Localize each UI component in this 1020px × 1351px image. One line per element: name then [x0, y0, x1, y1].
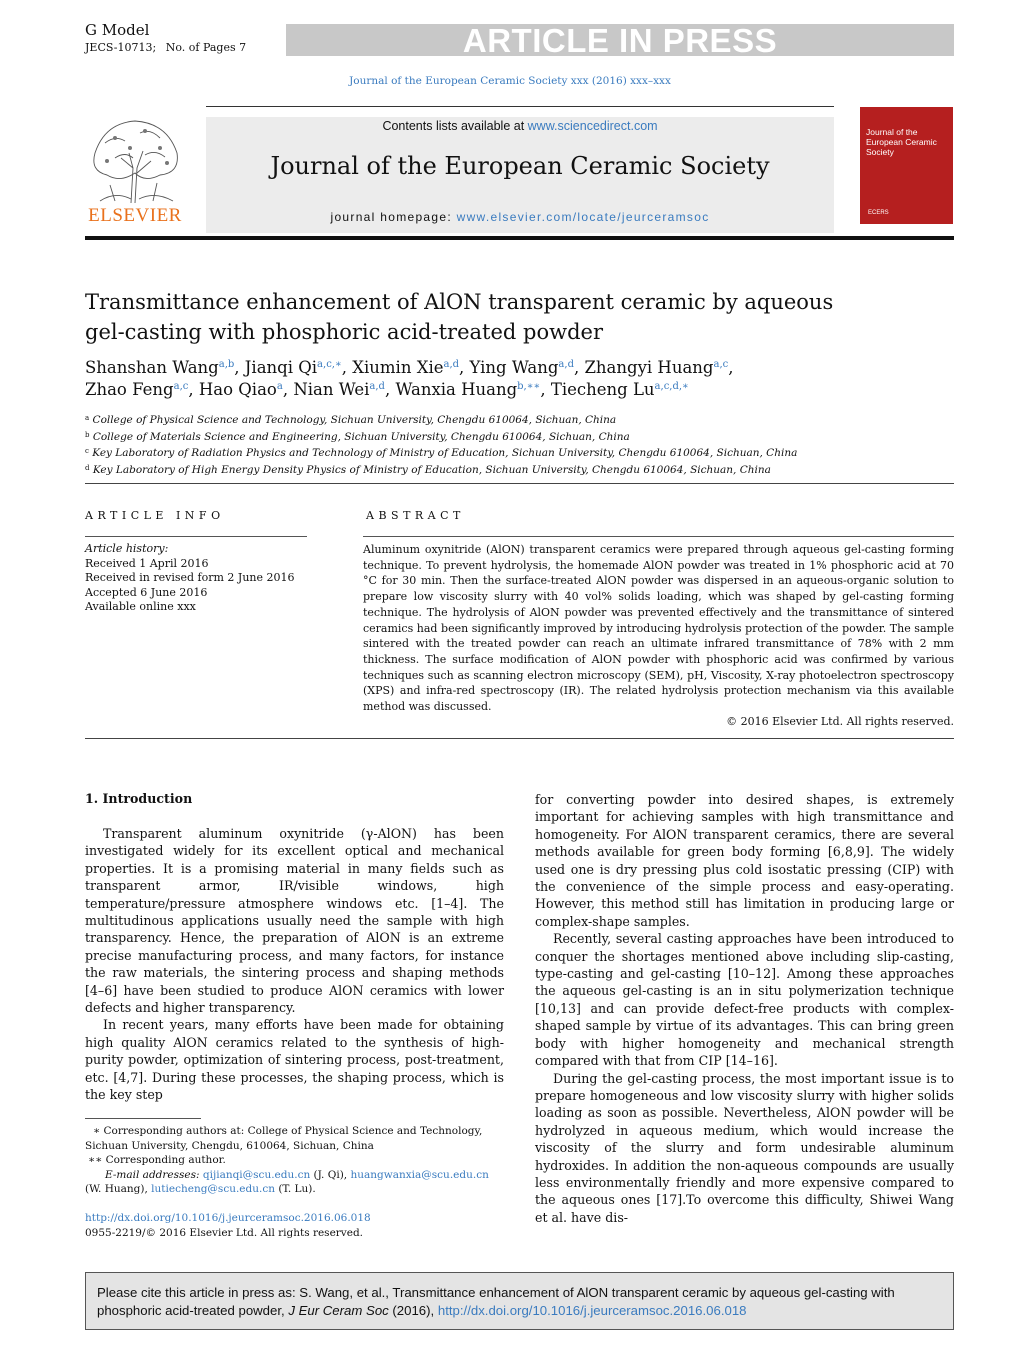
body-paragraph: Recently, several casting approaches have been introduced to conquer the shortages mentioned above including slip-casting, type-casting and gel-casting [10–12]. Among these approaches the aqueous gel-casting is an in situ polymerization technique [10,13] and can provide defect-free products with complex-shaped sample by virtue of its advantages. This can bring green body with higher homogeneity and mechanical strength compared with that from CIP [14–16]. — [535, 931, 954, 1069]
author-name[interactable]: Zhangyi Huang — [584, 358, 714, 377]
author-name[interactable]: Tiecheng Lu — [550, 380, 655, 399]
history-label: Article history: — [85, 542, 169, 555]
cite-year: (2016), — [388, 1303, 438, 1318]
author-affil-sup[interactable]: a,b — [218, 359, 235, 370]
affiliation-item: $^c$ Key Laboratory of Radiation Physics and Technology of Ministry of Education, Sichuan University, Chengdu 610064, Sichuan, China — [85, 447, 798, 459]
author-name[interactable]: Xiumin Xie — [352, 358, 444, 377]
affiliation-item: $^d$ Key Laboratory of High Energy Density Physics of Ministry of Education, Sichuan University, Chengdu 610064, Sichuan, China — [85, 463, 771, 476]
author-name[interactable]: Wanxia Huang — [395, 380, 518, 399]
affiliation-list — [85, 411, 955, 477]
section-rule — [85, 483, 954, 484]
manuscript-id — [85, 41, 246, 54]
cite-journal: J Eur Ceram Soc — [288, 1303, 389, 1318]
abstract-copyright: © 2016 Elsevier Ltd. All rights reserved. — [726, 715, 954, 728]
cite-text: Please cite this article in press as: S. Wang, et al., Transmittance enhancement of AlON transparent ceramic by aqueous gel-casting with phosphoric acid-treated powder, — [97, 1285, 895, 1318]
author-sep: , — [728, 358, 734, 377]
author-name[interactable]: Jianqi Qi — [244, 358, 318, 377]
footnote-emails-cont: (W. Huang), lutiecheng@scu.edu.cn (T. Lu). — [85, 1183, 316, 1195]
cite-box — [85, 1272, 954, 1330]
contents-line — [206, 118, 834, 133]
abstract-rule — [363, 536, 954, 537]
title-line-2: gel-casting with phosphoric acid-treated powder — [85, 320, 603, 344]
author-affil-sup[interactable]: a,d — [369, 381, 385, 392]
author-list — [85, 357, 955, 401]
jecs-id: JECS-10713; — [85, 41, 157, 54]
article-history — [85, 542, 295, 615]
author-affil-sup[interactable]: a — [276, 381, 283, 392]
email-label: E-mail addresses: — [105, 1168, 203, 1181]
author-sep: , — [341, 358, 353, 377]
page-count: No. of Pages 7 — [165, 41, 247, 54]
cover-small-text: ECERS — [868, 210, 889, 216]
author-sep: , — [234, 358, 245, 377]
section-heading-introduction: 1. Introduction — [85, 791, 193, 806]
email-link[interactable]: lutiecheng@scu.edu.cn — [151, 1183, 275, 1195]
affiliation-item: $^a$ College of Physical Science and Technology, Sichuan University, Chengdu 610064, Sichuan, China — [85, 414, 617, 426]
history-revised: Received in revised form 2 June 2016 — [85, 571, 295, 584]
author-name[interactable]: Hao Qiao — [198, 380, 277, 399]
elsevier-logo[interactable] — [85, 113, 185, 228]
author-name[interactable]: Zhao Feng — [85, 380, 174, 399]
author-name[interactable]: Nian Wei — [293, 380, 370, 399]
email-link[interactable]: huangwanxia@scu.edu.cn — [350, 1168, 489, 1181]
email-link[interactable]: qijianqi@scu.edu.cn — [202, 1168, 311, 1181]
abstract-text: Aluminum oxynitride (AlON) transparent ceramics were prepared through aqueous gel-casting forming technique. To prevent hydrolysis, the homemade AlON powder was treated in 1% phosphoric acid at 70 °C for 30 min. Then the surface-treated AlON powder was dispersed in an aqueous-organic solution to prepare low viscosity slurry with 40 vol% solids loading, which was shaped by gel-casting forming technique. The hydrolysis of AlON powder was prevented effectively and the transmittance of sintered ceramics had been significantly improved by introducing hydrolysis protection of the powder. The sample sintered with the treated powder can reach an ultimate infrared transmittance of 78% with 2 mm thickness. The surface modification of AlON powder with phosphoric acid was confirmed by various techniques such as scanning electron microscopy (SEM), pH, Viscosity, X-ray photoelectron spectroscopy (XPS) and infra-red spectroscopy (IR). The related hydrolysis protection mechanism via this available method was discussed. — [363, 543, 954, 714]
author-sep: , — [188, 380, 199, 399]
journal-homepage — [206, 210, 834, 224]
footnote-corresponding: ∗ Corresponding authors at: College of Physical Science and Technology, Sichuan University, Chengdu, 610064, Sichuan, China — [85, 1125, 483, 1152]
journal-cover-image[interactable] — [860, 107, 953, 224]
contents-prefix: Contents lists available at — [382, 119, 528, 133]
author-name[interactable]: Ying Wang — [469, 358, 559, 377]
article-title — [85, 287, 955, 347]
history-received: Received 1 April 2016 — [85, 556, 209, 570]
author-name[interactable]: Shanshan Wang — [85, 358, 219, 377]
homepage-prefix: journal homepage: — [330, 210, 457, 224]
author-affil-sup[interactable]: a,c,∗ — [317, 359, 342, 370]
author-affil-sup[interactable]: a,d — [443, 359, 460, 370]
author-sep: , — [384, 380, 396, 399]
author-affil-sup[interactable]: a,c — [713, 359, 729, 370]
body-paragraph: During the gel-casting process, the most important issue is to prepare homogeneous and low viscosity slurry with higher solids loading as soon as possible. Nevertheless, AlON powder will be hydrolyzed in aqueous medium, which would increase the viscosity of the slurry and form undesirable aluminum hydroxides. In addition the non-aqueous compounds are usually less environmentally friendly and more expensive compared to the aqueous ones [17].To overcome this difficulty, Shiwei Wang et al. have dis- — [535, 1070, 954, 1225]
article-info-rule — [85, 536, 307, 537]
body-paragraph: for converting powder into desired shapes, is extremely important for achieving samples with high transmittance and homogeneity. For AlON transparent ceramics, there are several methods available for green body forming [6,8,9]. The widely used one is dry pressing plus cold isostatic pressing (CIP) with the convenience of the simple process and easy-operating. However, this method still has limitation in producing large or complex-shape samples. — [535, 792, 954, 929]
author-sep: , — [573, 358, 585, 377]
homepage-link[interactable]: www.elsevier.com/locate/jeurceramsoc — [456, 210, 710, 224]
author-sep: , — [459, 358, 470, 377]
body-column-left — [85, 825, 504, 1104]
body-paragraph: Transparent aluminum oxynitride (γ-AlON) has been investigated widely for its excellent optical and mechanical properties. It is a promising material in many fields such as transparent armor, IR/visible windows, high temperature/pressure atmosphere windows etc. [1–4]. The multitudinous applications usually need the sample with high transparency. Hence, the preparation of AlON is an extreme precise manufacturing process, and many factors, for instance the raw materials, the sintering process and shaping methods [4–6] have been studied to produce AlON ceramics with lower defects and higher transparency. — [85, 826, 504, 1016]
title-line-1: Transmittance enhancement of AlON transparent ceramic by aqueous — [85, 290, 834, 314]
author-sep: , — [540, 380, 551, 399]
author-affil-sup[interactable]: a,d — [558, 359, 574, 370]
footnote-rule — [85, 1118, 201, 1119]
author-affil-sup[interactable]: a,c — [173, 381, 189, 392]
sciencedirect-link[interactable]: www.sciencedirect.com — [527, 119, 658, 133]
cite-doi-link[interactable]: http://dx.doi.org/10.1016/j.jeurceramsoc.2016.06.018 — [437, 1303, 747, 1318]
author-sep: , — [282, 380, 294, 399]
g-model-label: G Model — [85, 21, 150, 39]
body-paragraph: In recent years, many efforts have been made for obtaining high quality AlON ceramics related to the synthesis of high-purity powder, optimization of sintering process, post-treatment, etc. [4,7]. During these processes, the shaping process, which is the key step — [85, 1017, 504, 1103]
author-line-2 — [85, 379, 955, 401]
doi-block — [85, 1211, 371, 1240]
issn-line: 0955-2219/© 2016 Elsevier Ltd. All rights reserved. — [85, 1226, 364, 1239]
author-affil-sup[interactable]: b,∗∗ — [517, 381, 541, 392]
affiliation-item: $^b$ College of Materials Science and Engineering, Sichuan University, Chengdu 610064, Sichuan, China — [85, 430, 630, 443]
article-in-press-banner: ARTICLE IN PRESS — [286, 24, 954, 56]
history-accepted: Accepted 6 June 2016 — [85, 585, 208, 599]
abstract-bottom-rule — [85, 738, 954, 739]
history-online: Available online xxx — [85, 600, 196, 613]
body-column-right — [535, 791, 954, 1226]
abstract-heading: ABSTRACT — [366, 509, 465, 522]
author-affil-sup[interactable]: a,c,d,∗ — [654, 381, 689, 392]
header-rule — [206, 106, 834, 107]
journal-reference[interactable]: Journal of the European Ceramic Society xxx (2016) xxx–xxx — [349, 75, 671, 87]
footnote-emails: E-mail addresses: qijianqi@scu.edu.cn (J. Qi), huangwanxia@scu.edu.cn — [105, 1168, 489, 1181]
masthead-thick-rule — [85, 236, 954, 240]
footnotes — [85, 1124, 504, 1197]
article-info-heading: ARTICLE INFO — [85, 509, 225, 522]
footnote-corresponding-2: ∗∗ Corresponding author. — [88, 1154, 226, 1166]
author-line-1 — [85, 357, 955, 379]
elsevier-wordmark: ELSEVIER — [88, 205, 182, 226]
journal-title: Journal of the European Ceramic Society — [270, 152, 770, 180]
cover-title: Journal of the European Ceramic Society — [866, 127, 937, 157]
doi-link[interactable]: http://dx.doi.org/10.1016/j.jeurceramsoc.2016.06.018 — [85, 1212, 371, 1224]
